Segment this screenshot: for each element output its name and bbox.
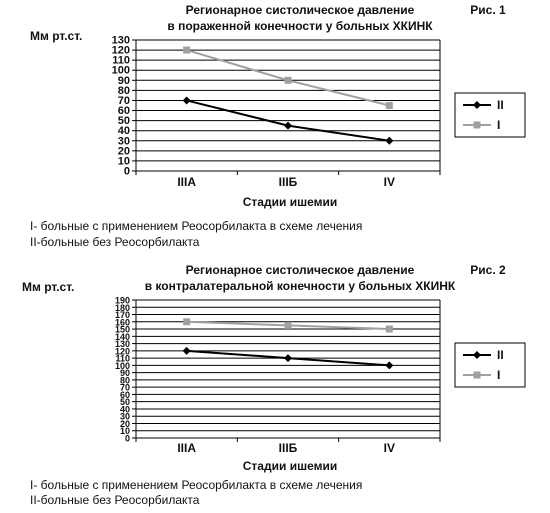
- chart1-y-tick-label: 120: [111, 44, 130, 57]
- chart1-legend-label-II: II: [497, 98, 504, 112]
- chart2-y-tick-label: 130: [114, 339, 130, 350]
- chart1-series-II-point: [284, 122, 292, 130]
- chart2-note-2: II-больные без Реосорбилакта: [30, 493, 200, 507]
- chart1-y-tick-label: 40: [117, 125, 130, 138]
- chart2-legend-marker-I: [474, 372, 481, 379]
- chart1-x-tick-label: IIIБ: [278, 175, 298, 189]
- chart1-series-I-point: [285, 77, 292, 84]
- chart1-y-tick-label: 0: [123, 165, 130, 178]
- chart2-y-tick-label: 40: [119, 404, 130, 415]
- chart1-note-1: I- больные с применением Реосорбилакта в схеме лечения: [30, 219, 363, 233]
- chart2-y-tick-label: 180: [114, 302, 130, 313]
- chart2-y-tick-label: 160: [114, 317, 130, 328]
- chart1-series-I-point: [386, 102, 393, 109]
- chart2-series-II-point: [385, 361, 393, 369]
- chart2-y-tick-label: 100: [114, 360, 130, 371]
- chart2-y-tick-label: 170: [114, 310, 130, 321]
- chart1-y-tick-label: 90: [117, 74, 130, 87]
- chart1-note-2: II-больные без Реосорбилакта: [30, 235, 200, 249]
- chart2-series-I-point: [285, 322, 292, 329]
- chart1-series-II-point: [385, 137, 393, 145]
- chart2-y-tick-label: 80: [119, 375, 130, 386]
- chart2-x-tick-label: IIIБ: [278, 441, 298, 455]
- chart1-y-tick-label: 70: [117, 94, 130, 107]
- chart1-y-tick-label: 20: [117, 145, 130, 158]
- chart2-series-II-point: [284, 354, 292, 362]
- chart2-figure-label: Рис. 2: [470, 263, 506, 277]
- chart1-x-axis-label: Стадии ишемии: [242, 195, 338, 209]
- chart2-y-tick-label: 0: [124, 433, 130, 444]
- chart1-title-line-2: в пораженной конечности у больных ХКИНК: [167, 19, 433, 33]
- chart2-y-tick-label: 90: [119, 368, 130, 379]
- chart2-y-tick-label: 150: [114, 324, 130, 335]
- chart2-title-line-1: Регионарное систолическое давление: [185, 263, 415, 277]
- chart2-title-line-2: в контралатеральной конечности у больных ХКИНК: [144, 279, 456, 293]
- chart2-y-tick-label: 110: [115, 353, 130, 364]
- chart1-y-tick-label: 130: [111, 34, 130, 47]
- chart1-y-tick-label: 110: [112, 54, 130, 67]
- chart1-y-tick-label: 30: [117, 135, 130, 148]
- chart2-note-1: I- больные с применением Реосорбилакта в схеме лечения: [30, 478, 363, 492]
- chart2-y-tick-label: 50: [119, 397, 130, 408]
- chart2-y-tick-label: 140: [114, 331, 130, 342]
- chart1-y-tick-label: 80: [117, 84, 130, 97]
- chart1-x-tick-label: IIIA: [177, 175, 197, 189]
- chart2-legend-label-I: I: [497, 368, 501, 382]
- chart1-y-tick-label: 100: [111, 64, 130, 77]
- chart2-x-tick-label: IIIA: [177, 441, 197, 455]
- chart2-legend-label-II: II: [497, 348, 504, 362]
- chart2-legend-box: [455, 343, 525, 387]
- chart2-y-tick-label: 30: [119, 411, 130, 422]
- chart2-x-axis-label: Стадии ишемии: [242, 459, 338, 473]
- chart1-series-II-point: [183, 96, 191, 104]
- chart1-legend-marker-I: [474, 122, 481, 129]
- chart2-y-tick-label: 70: [119, 382, 130, 393]
- chart1-x-tick-label: IV: [383, 175, 396, 189]
- chart1-legend-label-I: I: [497, 118, 501, 132]
- chart1-figure-label: Рис. 1: [470, 3, 506, 17]
- chart1-y-tick-label: 60: [117, 105, 130, 118]
- chart2-y-axis-label: Мм рт.ст.: [22, 280, 75, 294]
- chart1-y-tick-label: 50: [117, 115, 130, 128]
- chart1-y-tick-label: 10: [117, 155, 130, 168]
- chart2-y-tick-label: 20: [119, 418, 130, 429]
- chart2-y-tick-label: 190: [114, 295, 130, 306]
- chart2-y-tick-label: 120: [114, 346, 130, 357]
- chart2-series-I-point: [386, 326, 393, 333]
- chart1-y-axis-label: Мм рт.ст.: [30, 29, 83, 43]
- chart2-series-II-point: [183, 347, 191, 355]
- chart2-x-tick-label: IV: [383, 441, 396, 455]
- chart1-series-I-point: [183, 47, 190, 54]
- chart2-series-I-point: [183, 318, 190, 325]
- chart2-y-tick-label: 10: [119, 426, 130, 437]
- chart1-title-line-1: Регионарное систолическое давление: [185, 3, 415, 17]
- chart1-legend-box: [455, 93, 525, 137]
- chart2-y-tick-label: 60: [119, 389, 130, 400]
